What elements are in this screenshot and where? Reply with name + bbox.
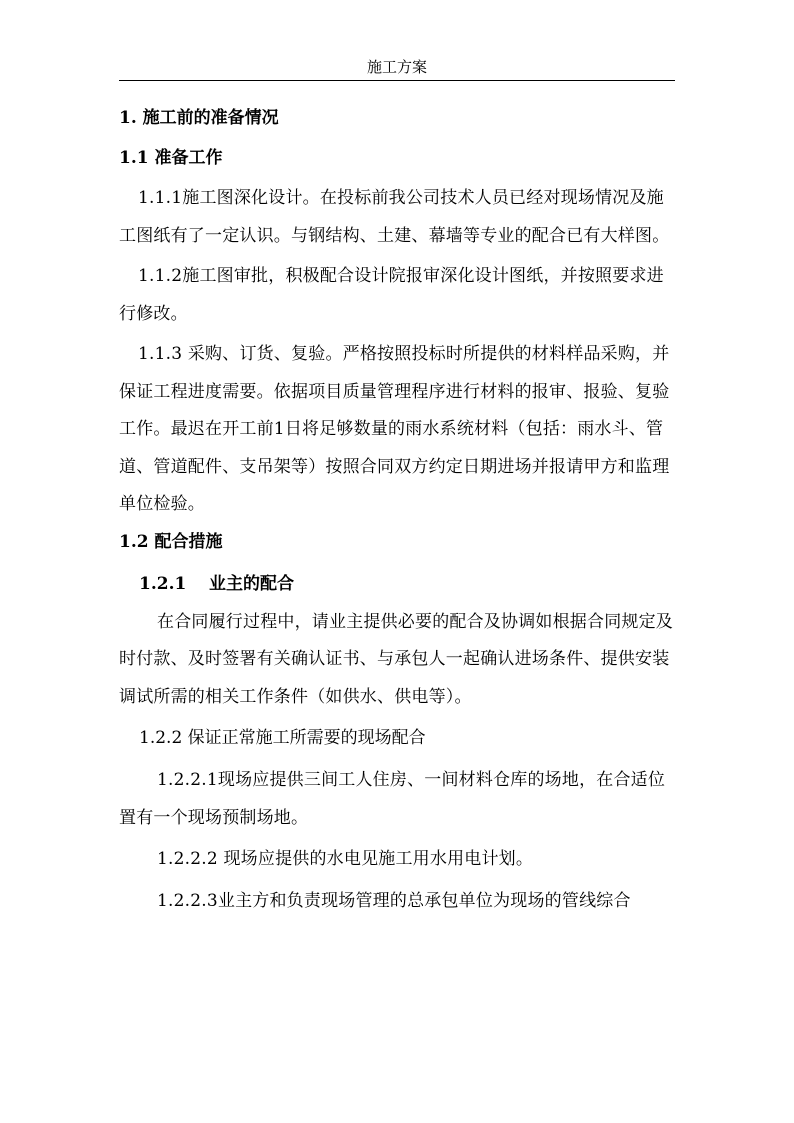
paragraph-1-2-2-1: 1.2.2.1现场应提供三间工人住房、一间材料仓库的场地，在合适位置有一个现场预制场地。	[119, 770, 666, 828]
section-1-2-1-number: 1.2.1	[139, 573, 187, 594]
section-1-2-2-heading: 1.2.2 保证正常施工所需要的现场配合	[139, 728, 426, 748]
paragraph-1-1-3: 1.1.3 采购、订货、复验。严格按照投标时所提供的材料样品采购，并保证工程进度需要。依据项目质量管理程序进行材料的报审、报验、复验工作。最迟在开工前1日将足够数量的雨水系统材料（包括：雨水斗、管道、管道配件、支吊架等）按照合同双方约定日期进场并报请甲方和监理单位检验。	[119, 344, 670, 514]
section-1-2-1-title: 业主的配合	[209, 573, 294, 594]
paragraph-1-2-2-3: 1.2.2.3业主方和负责现场管理的总承包单位为现场的管线综合	[157, 890, 631, 911]
paragraph-1-2-1: 在合同履行过程中，请业主提供必要的配合及协调如根据合同规定及时付款、及时签署有关确认证书、与承包人一起确认进场条件、提供安装调试所需的相关工作条件（如供水、供电等）。	[119, 611, 673, 707]
section-1-heading: 1. 施工前的准备情况	[119, 108, 279, 128]
document-body	[119, 100, 677, 920]
paragraph-1-1-1: 1.1.1施工图深化设计。在投标前我公司技术人员已经对现场情况及施工图纸有了一定认识。与钢结构、土建、幕墙等专业的配合已有大样图。	[119, 188, 670, 246]
paragraph-1-2-2-2: 1.2.2.2 现场应提供的水电见施工用水用电计划。	[157, 849, 534, 869]
page-header: 施工方案	[119, 56, 675, 81]
section-1-2-heading: 1.2 配合措施	[119, 531, 223, 552]
section-1-1-heading: 1.1 准备工作	[119, 148, 223, 168]
paragraph-1-1-2: 1.1.2施工图审批，积极配合设计院报审深化设计图纸，并按照要求进行修改。	[119, 266, 664, 324]
section-1-2-1-heading	[119, 564, 677, 604]
